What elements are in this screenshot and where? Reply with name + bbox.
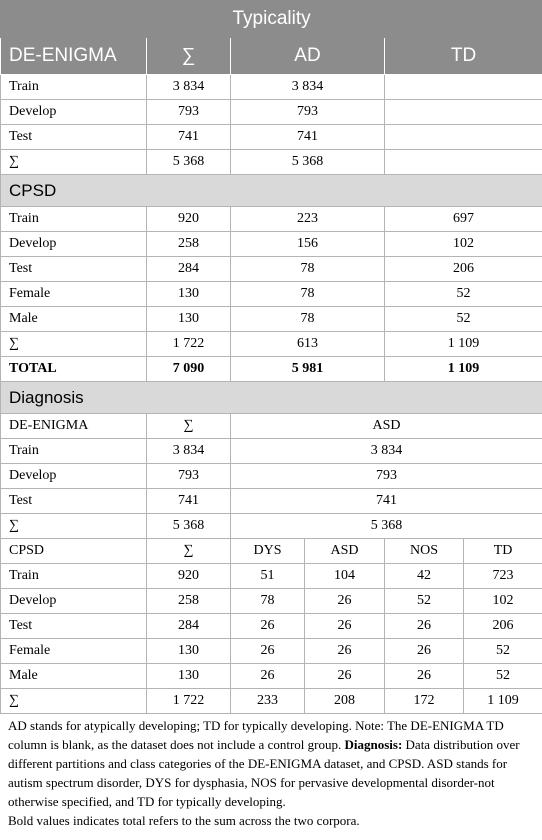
cell-td xyxy=(385,150,542,175)
row-label: ∑ xyxy=(1,332,147,357)
cell-sum: 3 834 xyxy=(147,439,231,464)
header-dataset: DE-ENIGMA xyxy=(1,414,147,439)
cell-td xyxy=(385,125,542,150)
cell-asd: 741 xyxy=(231,489,542,514)
notes-line-2: Data distribution over different partitions and class categories of the DE-ENIGMA dataset, and CPSD. ASD stands for autism spectrum disorder, DYS for dysphasia, NOS for pervasive developmental disorder-not otherwise specified, and TD for typically developing. xyxy=(8,737,520,809)
cell-td: 1 109 xyxy=(385,332,542,357)
row-label: Train xyxy=(1,439,147,464)
table-notes xyxy=(8,716,538,830)
diagnosis-deenigma-header-row xyxy=(1,414,542,439)
header-td: TD xyxy=(385,38,542,75)
header-asd: ASD xyxy=(231,414,542,439)
row-label: Train xyxy=(1,75,147,100)
table-row xyxy=(1,100,542,125)
cell-td xyxy=(385,100,542,125)
cell-sum: 130 xyxy=(147,282,231,307)
cell-sum: 5 368 xyxy=(147,150,231,175)
cell-sum: 3 834 xyxy=(147,75,231,100)
table-row xyxy=(1,257,542,282)
cell-asd: 26 xyxy=(305,664,385,689)
cell-td: 52 xyxy=(464,639,542,664)
row-label: Male xyxy=(1,664,147,689)
row-label: Develop xyxy=(1,100,147,125)
cell-sum: 1 722 xyxy=(147,332,231,357)
table-row xyxy=(1,489,542,514)
row-label: Train xyxy=(1,564,147,589)
cell-sum: 258 xyxy=(147,232,231,257)
cell-sum: 741 xyxy=(147,489,231,514)
cell-td xyxy=(385,75,542,100)
header-asd: ASD xyxy=(305,539,385,564)
row-label: Test xyxy=(1,489,147,514)
cell-ad: 78 xyxy=(231,257,385,282)
header-td: TD xyxy=(464,539,542,564)
notes-diagnosis-label: Diagnosis: xyxy=(344,737,403,752)
row-label: Train xyxy=(1,207,147,232)
table-row xyxy=(1,307,542,332)
cell-td: 52 xyxy=(385,282,542,307)
cell-asd: 5 368 xyxy=(231,514,542,539)
section-label-cpsd: CPSD xyxy=(1,175,542,207)
cell-sum: 284 xyxy=(147,614,231,639)
cell-sum: 793 xyxy=(147,100,231,125)
row-label: Male xyxy=(1,307,147,332)
cell-dys: 233 xyxy=(231,689,305,714)
cell-td: 102 xyxy=(385,232,542,257)
cell-dys: 51 xyxy=(231,564,305,589)
cell-sum: 130 xyxy=(147,664,231,689)
cell-nos: 172 xyxy=(385,689,464,714)
cell-sum: 130 xyxy=(147,307,231,332)
cell-dys: 26 xyxy=(231,664,305,689)
row-label: Develop xyxy=(1,589,147,614)
table-row xyxy=(1,639,542,664)
row-label: ∑ xyxy=(1,150,147,175)
row-label: Female xyxy=(1,282,147,307)
cell-asd: 793 xyxy=(231,464,542,489)
cell-ad: 156 xyxy=(231,232,385,257)
total-ad: 5 981 xyxy=(231,357,385,382)
header-ad: AD xyxy=(231,38,385,75)
table-row xyxy=(1,282,542,307)
cell-sum: 284 xyxy=(147,257,231,282)
cell-nos: 42 xyxy=(385,564,464,589)
cell-td: 697 xyxy=(385,207,542,232)
table-row xyxy=(1,689,542,714)
cell-td: 723 xyxy=(464,564,542,589)
cell-td: 206 xyxy=(385,257,542,282)
cell-sum: 5 368 xyxy=(147,514,231,539)
cell-dys: 26 xyxy=(231,639,305,664)
total-td: 1 109 xyxy=(385,357,542,382)
cell-sum: 920 xyxy=(147,564,231,589)
cell-dys: 26 xyxy=(231,614,305,639)
cell-ad: 741 xyxy=(231,125,385,150)
cell-td: 52 xyxy=(464,664,542,689)
row-label: Develop xyxy=(1,464,147,489)
row-label: Test xyxy=(1,125,147,150)
cell-nos: 26 xyxy=(385,664,464,689)
cell-nos: 26 xyxy=(385,614,464,639)
row-label: ∑ xyxy=(1,689,147,714)
typicality-header-row xyxy=(1,38,542,75)
table-row xyxy=(1,207,542,232)
table-row xyxy=(1,589,542,614)
cell-ad: 223 xyxy=(231,207,385,232)
cell-asd: 3 834 xyxy=(231,439,542,464)
row-label: Develop xyxy=(1,232,147,257)
cell-dys: 78 xyxy=(231,589,305,614)
section-row-diagnosis xyxy=(1,382,542,414)
cell-nos: 26 xyxy=(385,639,464,664)
cell-ad: 78 xyxy=(231,307,385,332)
cell-ad: 793 xyxy=(231,100,385,125)
table-row xyxy=(1,464,542,489)
header-sum: ∑ xyxy=(147,414,231,439)
cell-sum: 793 xyxy=(147,464,231,489)
cell-asd: 26 xyxy=(305,614,385,639)
notes-line-1: AD stands for atypically developing; TD for typically developing. Note: The DE-ENIGMA TD column is blank, as the dataset does not include a control group. xyxy=(8,718,504,752)
table-row xyxy=(1,514,542,539)
header-dys: DYS xyxy=(231,539,305,564)
header-sum: ∑ xyxy=(147,539,231,564)
cell-ad: 613 xyxy=(231,332,385,357)
cell-td: 206 xyxy=(464,614,542,639)
cell-sum: 258 xyxy=(147,589,231,614)
row-label: ∑ xyxy=(1,514,147,539)
cell-sum: 920 xyxy=(147,207,231,232)
total-label: TOTAL xyxy=(1,357,147,382)
table-title-row xyxy=(1,1,542,38)
cell-sum: 741 xyxy=(147,125,231,150)
cell-asd: 26 xyxy=(305,639,385,664)
table-row xyxy=(1,439,542,464)
row-label: Test xyxy=(1,614,147,639)
total-row xyxy=(1,357,542,382)
table-row xyxy=(1,150,542,175)
cell-td: 102 xyxy=(464,589,542,614)
cell-asd: 26 xyxy=(305,589,385,614)
header-sum: ∑ xyxy=(147,38,231,75)
header-dataset: CPSD xyxy=(1,539,147,564)
table-row xyxy=(1,664,542,689)
cell-sum: 130 xyxy=(147,639,231,664)
row-label: Test xyxy=(1,257,147,282)
table-row xyxy=(1,75,542,100)
section-label-diagnosis: Diagnosis xyxy=(1,382,542,414)
cell-asd: 208 xyxy=(305,689,385,714)
notes-line-3: Bold values indicates total refers to the sum across the two corpora. xyxy=(8,813,360,828)
section-row-cpsd xyxy=(1,175,542,207)
cell-ad: 78 xyxy=(231,282,385,307)
table-row xyxy=(1,614,542,639)
cell-ad: 5 368 xyxy=(231,150,385,175)
row-label: Female xyxy=(1,639,147,664)
cell-nos: 52 xyxy=(385,589,464,614)
header-dataset: DE-ENIGMA xyxy=(1,38,147,75)
table-title: Typicality xyxy=(1,1,542,38)
header-nos: NOS xyxy=(385,539,464,564)
cell-asd: 104 xyxy=(305,564,385,589)
cell-sum: 1 722 xyxy=(147,689,231,714)
table-row xyxy=(1,125,542,150)
cell-td: 52 xyxy=(385,307,542,332)
cell-ad: 3 834 xyxy=(231,75,385,100)
total-sum: 7 090 xyxy=(147,357,231,382)
table-row xyxy=(1,332,542,357)
diagnosis-cpsd-header-row xyxy=(1,539,542,564)
table-row xyxy=(1,564,542,589)
table-row xyxy=(1,232,542,257)
cell-td: 1 109 xyxy=(464,689,542,714)
